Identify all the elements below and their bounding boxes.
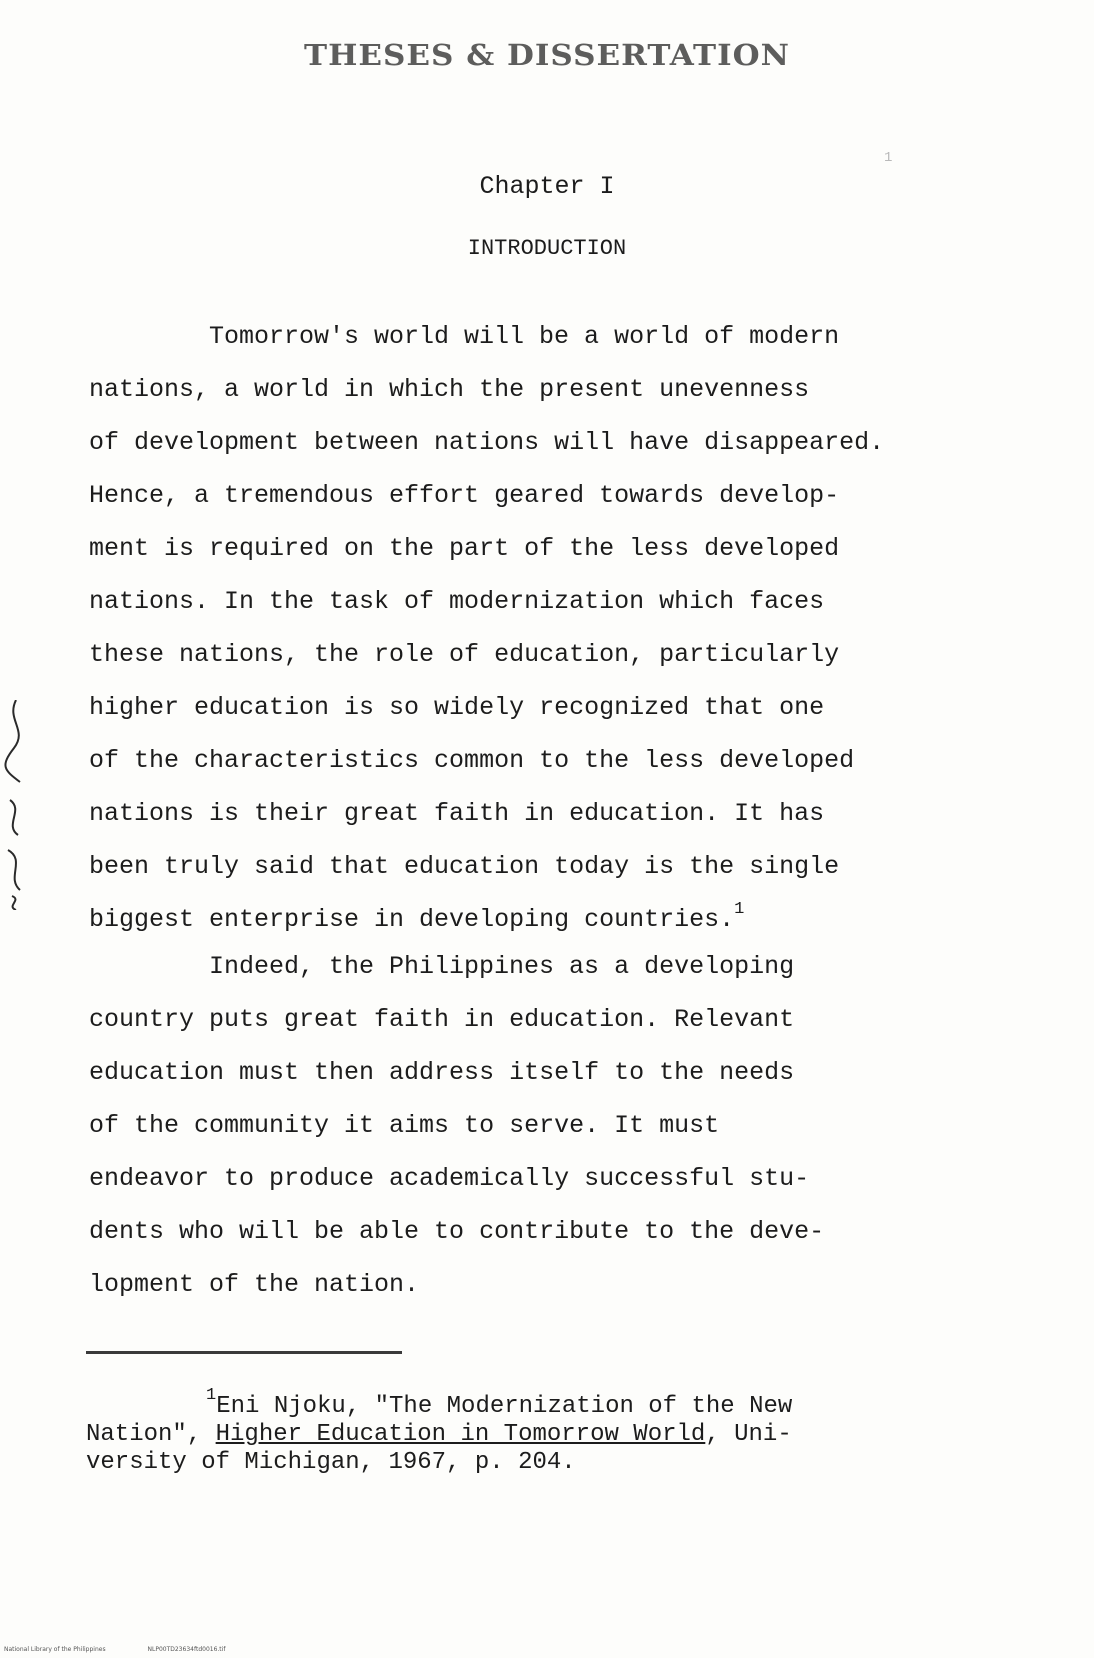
scan-credit [4,1646,265,1653]
text-line: nations is their great faith in education. It has [89,799,825,828]
footnote-book-title: Higher Education in Tomorrow World [215,1421,706,1448]
theses-dissertation-stamp: THESES & DISSERTATION [304,39,790,73]
text-line: education must then address itself to the needs [89,1058,795,1087]
footnote-line: versity of Michigan, 1967, p. 204. [86,1449,576,1476]
footnote-author: Eni Njoku, "The Modernization of the New [216,1393,793,1420]
text-line: Tomorrow's world will be a world of modern [209,322,840,351]
text-line: endeavor to produce academically successful stu- [89,1164,810,1193]
footnote-text: Nation", [86,1421,216,1448]
text-line: lopment of the nation. [89,1270,420,1299]
text-line: biggest enterprise in developing countries. [89,905,735,934]
paragraph-1 [89,310,884,946]
footnote-divider [86,1351,402,1354]
text-line: ment is required on the part of the less developed [89,534,840,563]
text-line: higher education is so widely recognized that one [89,693,825,722]
paragraph-2 [89,940,824,1311]
text-line: Hence, a tremendous effort geared towards develop- [89,481,840,510]
footnote [86,1386,793,1477]
chapter-label: Chapter I [479,172,615,201]
text-line: dents who will be able to contribute to the deve- [89,1217,825,1246]
footnote-line [86,1386,793,1421]
text-line: been truly said that education today is the single [89,852,840,881]
text-line: of the community it aims to serve. It must [89,1111,720,1140]
footnote-marker: 1 [206,1386,217,1405]
library-credit: National Library of the Philippines [4,1646,106,1653]
file-name: NLP00TD23634ftd0016.tif [147,1646,226,1653]
text-line: of the characteristics common to the less developed [89,746,855,775]
text-line-with-footnote [89,893,884,946]
text-line: country puts great faith in education. Relevant [89,1005,795,1034]
footnote-text: , Uni- [705,1421,792,1448]
text-line: nations. In the task of modernization which faces [89,587,825,616]
chapter-heading: INTRODUCTION [467,236,627,261]
text-line: nations, a world in which the present unevenness [89,375,810,404]
footnote-reference: 1 [734,900,745,919]
text-line: these nations, the role of education, particularly [89,640,840,669]
text-line: Indeed, the Philippines as a developing [209,952,795,981]
margin-handwriting [2,700,32,910]
footnote-line [86,1421,792,1449]
text-line: of development between nations will have disappeared. [89,428,885,457]
page-number: 1 [884,150,893,166]
